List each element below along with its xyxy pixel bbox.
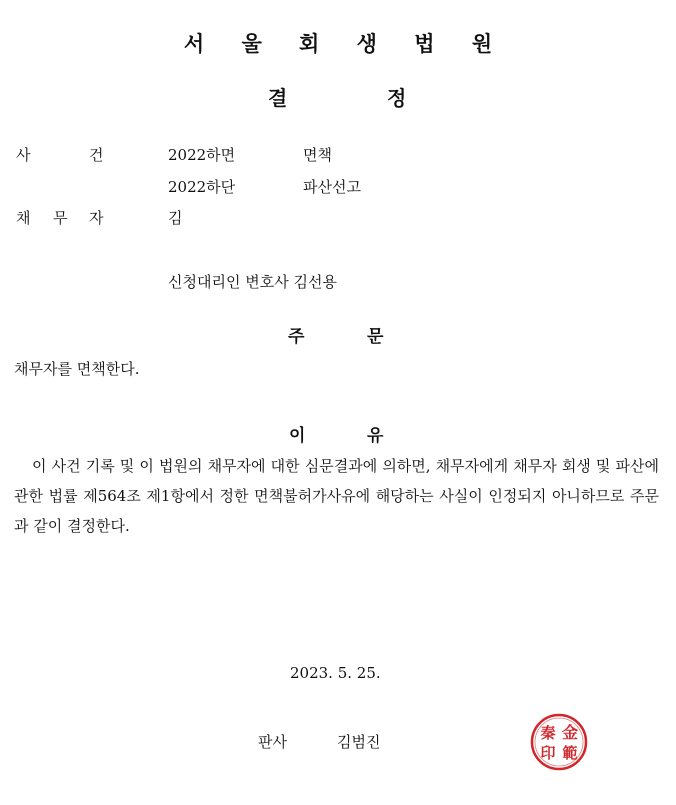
case-label-char: 건 xyxy=(89,146,104,164)
doc-type-right: 정 xyxy=(387,86,407,110)
court-name: 서 울 회 생 법 원 xyxy=(183,32,508,56)
order-text: 채무자를 면책한다. xyxy=(14,360,140,378)
svg-text:金: 金 xyxy=(561,723,579,742)
debtor-label-char: 자 xyxy=(89,209,104,227)
case-number-2: 2022하단 xyxy=(168,178,236,196)
svg-text:秦: 秦 xyxy=(540,724,556,742)
applicant-agent: 신청대리인 변호사 김선용 xyxy=(168,273,337,291)
case-label-char: 사 xyxy=(16,146,31,164)
doc-type-left: 결 xyxy=(268,86,288,110)
case-name-1: 면책 xyxy=(303,146,332,164)
reason-text: 이 사건 기록 및 이 법원의 채무자에 대한 심문결과에 의하면, 채무자에게 채무자 회생 및 파산에 관한 법률 제564조 제1항에서 정한 면책불허가사유에 해당하는 사실이 인정되지 아니하므로 주문과 같이 결정한다. xyxy=(14,457,659,535)
debtor-name: 김 xyxy=(168,209,183,227)
svg-text:範: 範 xyxy=(562,744,578,762)
decision-date: 2023. 5. 25. xyxy=(290,664,381,682)
reason-heading-right: 유 xyxy=(367,426,384,446)
debtor-label-char: 채 xyxy=(16,209,31,227)
svg-text:印: 印 xyxy=(540,744,556,762)
judge-title: 판사 xyxy=(258,733,287,751)
reason-heading-left: 이 xyxy=(289,426,306,446)
judge-name: 김범진 xyxy=(337,733,381,751)
order-heading-left: 주 xyxy=(288,327,305,347)
case-name-2: 파산선고 xyxy=(303,178,361,196)
judge-seal xyxy=(530,713,588,771)
order-heading-right: 문 xyxy=(367,327,384,347)
case-number-1: 2022하면 xyxy=(168,146,236,164)
debtor-label-char: 무 xyxy=(53,209,68,227)
